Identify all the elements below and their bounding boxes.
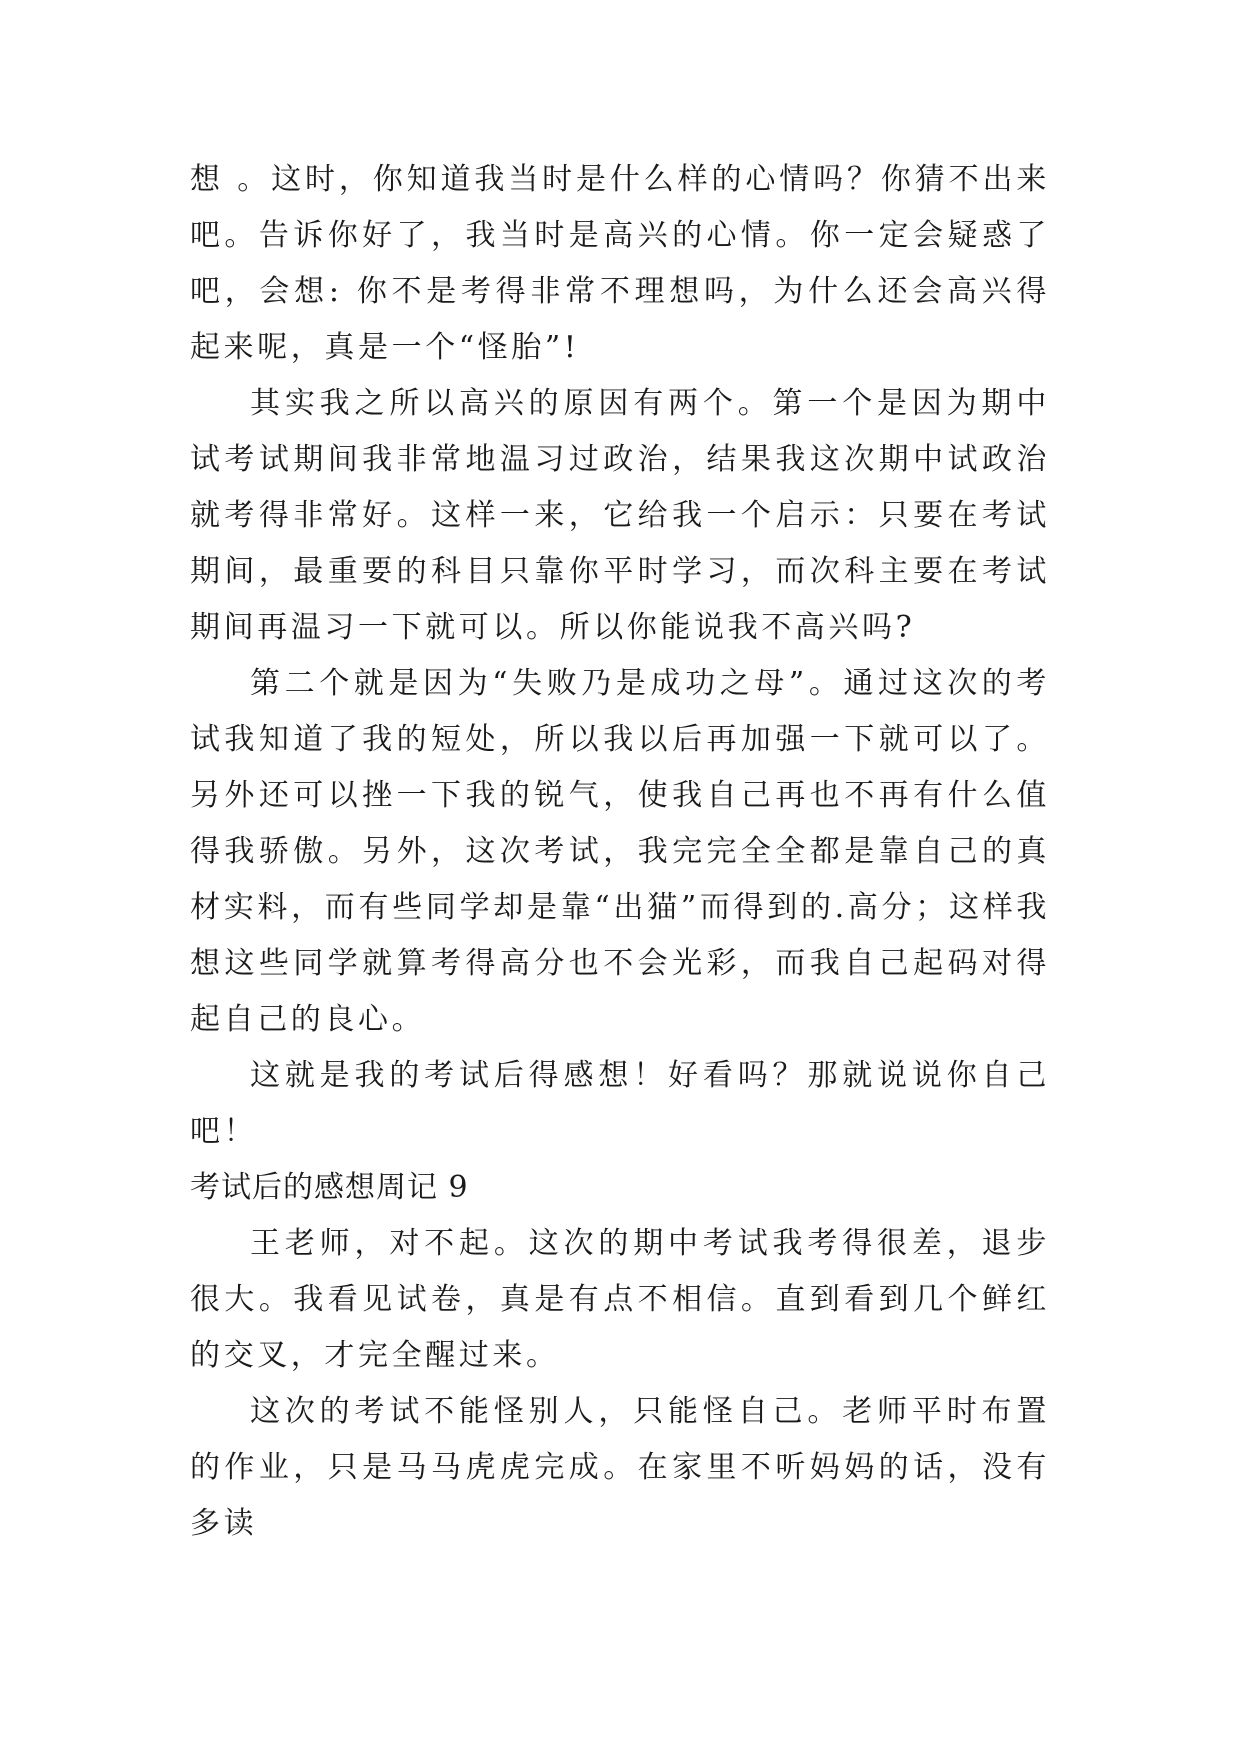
document-body	[190, 152, 1050, 1552]
paragraph-reasons: 其实我之所以高兴的原因有两个。第一个是因为期中试考试期间我非常地温习过政治，结果我这次期中试政治就考得非常好。这样一来，它给我一个启示：只要在考试期间，最重要的科目只靠你平时学习，而次科主要在考试期间再温习一下就可以。所以你能说我不高兴吗?	[190, 386, 1050, 645]
paragraph-apology: 王老师，对不起。这次的期中考试我考得很差，退步很大。我看见试卷，真是有点不相信。直到看到几个鲜红的交叉，才完全醒过来。	[190, 1226, 1050, 1373]
paragraph-continuation: 想 。这时，你知道我当时是什么样的心情吗？你猜不出来吧。告诉你好了，我当时是高兴的心情。你一定会疑惑了吧，会想: 你不是考得非常不理想吗，为什么还会高兴得起来呢，真是一个“怪胎”!	[190, 162, 1050, 365]
paragraph-second-reason: 第二个就是因为“失败乃是成功之母”。通过这次的考试我知道了我的短处，所以我以后再加强一下就可以了。另外还可以挫一下我的锐气，使我自己再也不再有什么值得我骄傲。另外，这次考试，我完完全全都是靠自己的真材实料，而有些同学却是靠“出猫”而得到的.高分；这样我想这些同学就算考得高分也不会光彩，而我自己起码对得起自己的良心。	[190, 666, 1050, 1037]
paragraph-closing: 这就是我的考试后得感想！好看吗？那就说说你自己吧！	[190, 1058, 1050, 1149]
paragraph-self-reflection: 这次的考试不能怪别人，只能怪自己。老师平时布置的作业，只是马马虎虎完成。在家里不听妈妈的话，没有多读	[190, 1394, 1050, 1541]
section-title: 考试后的感想周记 9	[190, 1170, 469, 1205]
